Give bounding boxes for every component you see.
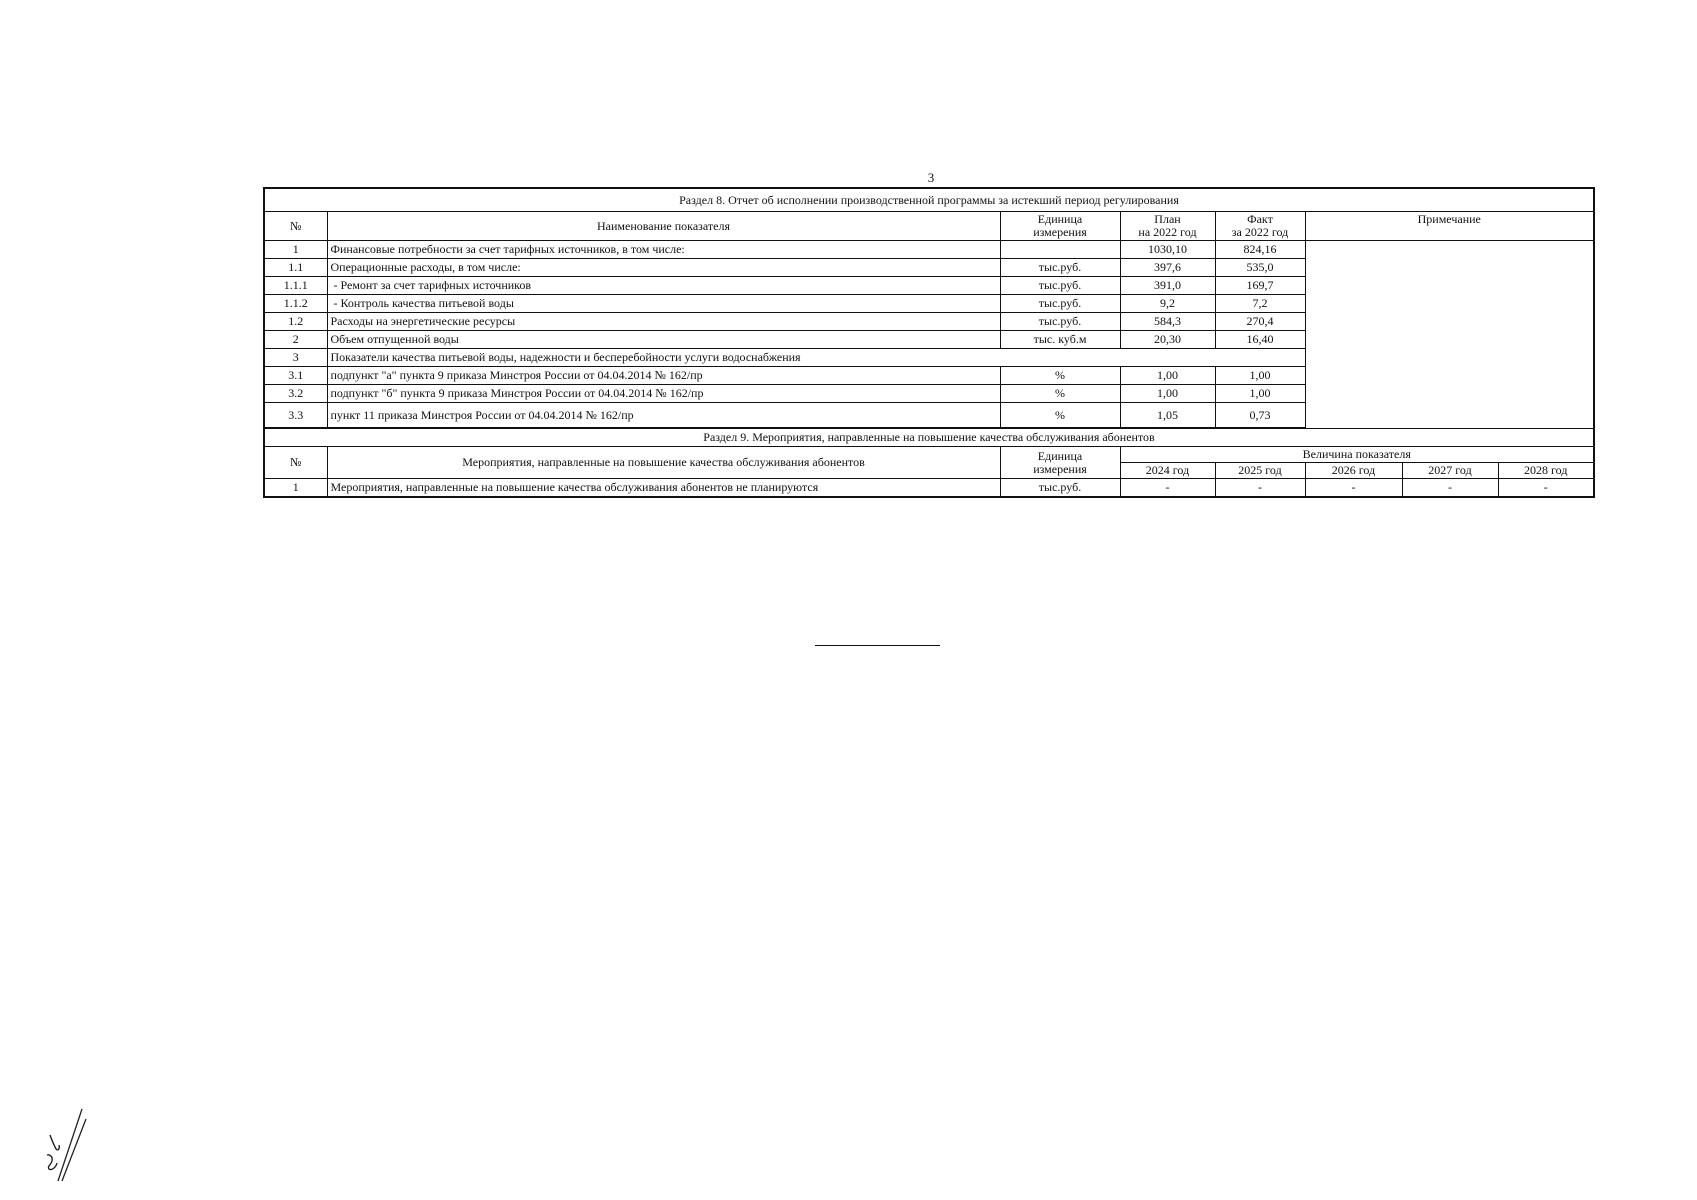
row-name: пункт 11 приказа Минстроя России от 04.04.2014 № 162/пр: [327, 403, 1000, 429]
row-fact: 169,7: [1215, 277, 1305, 295]
row-fact: 1,00: [1215, 385, 1305, 403]
row-num: 1.1.2: [264, 295, 327, 313]
header-year: 2028 год: [1498, 463, 1594, 479]
row-plan: 9,2: [1120, 295, 1215, 313]
header-plan: [1120, 212, 1215, 241]
row-num: 1: [264, 241, 327, 259]
row-unit: [1000, 241, 1120, 259]
row-unit: тыс. куб.м: [1000, 331, 1120, 349]
header-plan-line1: План: [1154, 212, 1181, 226]
row-unit: тыс.руб.: [1000, 295, 1120, 313]
table-row: [264, 479, 1594, 498]
header-unit-line1: Единица: [1037, 212, 1083, 226]
row-unit: тыс.руб.: [1000, 259, 1120, 277]
row-num: 1.2: [264, 313, 327, 331]
row-num: 2: [264, 331, 327, 349]
row-unit: %: [1000, 367, 1120, 385]
header-unit-line2: измерения: [1033, 461, 1087, 476]
header-unit: [1000, 212, 1120, 241]
row-unit: %: [1000, 385, 1120, 403]
header-name: Мероприятия, направленные на повышение качества обслуживания абонентов: [327, 447, 1000, 479]
row-fact: 0,73: [1215, 403, 1305, 429]
row-unit: тыс.руб.: [1000, 313, 1120, 331]
row-plan: 391,0: [1120, 277, 1215, 295]
handwritten-signature: [44, 1105, 96, 1183]
row-fact: 824,16: [1215, 241, 1305, 259]
row-unit: %: [1000, 403, 1120, 429]
header-year: 2025 год: [1215, 463, 1305, 479]
page-number: 3: [927, 170, 935, 185]
header-unit-line2: измерения: [1033, 225, 1087, 239]
section8-title-row: [264, 188, 1594, 212]
row-num: 1.1: [264, 259, 327, 277]
header-fact-line1: Факт: [1247, 212, 1273, 226]
row-plan: 1030,10: [1120, 241, 1215, 259]
row-value: -: [1215, 479, 1305, 498]
row-fact: 535,0: [1215, 259, 1305, 277]
header-fact-line2: за 2022 год: [1231, 225, 1289, 239]
row-name: Мероприятия, направленные на повышение качества обслуживания абонентов не планируются: [327, 479, 1000, 498]
row-fact: 16,40: [1215, 331, 1305, 349]
row-plan: 1,00: [1120, 367, 1215, 385]
row-num: 1: [264, 479, 327, 498]
header-year: 2027 год: [1402, 463, 1498, 479]
header-name: Наименование показателя: [327, 212, 1000, 241]
section9-title: Раздел 9. Мероприятия, направленные на повышение качества обслуживания абонентов: [264, 428, 1594, 447]
row-value: -: [1498, 479, 1594, 498]
row-num: 3: [264, 349, 327, 367]
header-year: 2026 год: [1305, 463, 1402, 479]
header-unit-line1: Единица: [1037, 448, 1083, 463]
header-num: №: [264, 447, 327, 479]
row-num: 3.1: [264, 367, 327, 385]
table-row: [264, 241, 1594, 259]
row-name: Финансовые потребности за счет тарифных источников, в том числе:: [327, 241, 1000, 259]
header-note: Примечание: [1305, 212, 1594, 241]
header-fact: [1215, 212, 1305, 241]
row-name: - Контроль качества питьевой воды: [327, 295, 1000, 313]
row-name: подпункт "б" пункта 9 приказа Минстроя России от 04.04.2014 № 162/пр: [327, 385, 1000, 403]
row-plan: 584,3: [1120, 313, 1215, 331]
row-fact: 1,00: [1215, 367, 1305, 385]
row-name: - Ремонт за счет тарифных источников: [327, 277, 1000, 295]
row-unit: тыс.руб.: [1000, 479, 1120, 498]
header-year: 2024 год: [1120, 463, 1215, 479]
row-plan: 1,05: [1120, 403, 1215, 429]
row-name: Расходы на энергетические ресурсы: [327, 313, 1000, 331]
row-name: Операционные расходы, в том числе:: [327, 259, 1000, 277]
row-num: 1.1.1: [264, 277, 327, 295]
row-value: -: [1120, 479, 1215, 498]
header-value-group: Величина показателя: [1120, 447, 1594, 463]
row-num: 3.2: [264, 385, 327, 403]
section8-title: Раздел 8. Отчет об исполнении производственной программы за истекший период регулирования: [264, 188, 1594, 212]
row-plan: 20,30: [1120, 331, 1215, 349]
row-plan: 1,00: [1120, 385, 1215, 403]
row-fact: 270,4: [1215, 313, 1305, 331]
report-table: [263, 187, 1595, 498]
row-value: -: [1305, 479, 1402, 498]
end-of-document-rule: [815, 645, 940, 646]
row-name: подпункт "а" пункта 9 приказа Минстроя России от 04.04.2014 № 162/пр: [327, 367, 1000, 385]
section8-header-row: [264, 212, 1594, 241]
row-plan: 397,6: [1120, 259, 1215, 277]
header-unit: [1000, 447, 1120, 479]
row-name: Объем отпущенной воды: [327, 331, 1000, 349]
section9-title-row: [264, 428, 1594, 447]
row-name: Показатели качества питьевой воды, надежности и бесперебойности услуги водоснабжения: [327, 349, 1305, 367]
section9-header-row1: [264, 447, 1594, 463]
row-fact: 7,2: [1215, 295, 1305, 313]
note-cell: [1305, 241, 1594, 429]
header-num: №: [264, 212, 327, 241]
row-value: -: [1402, 479, 1498, 498]
row-unit: тыс.руб.: [1000, 277, 1120, 295]
header-plan-line2: на 2022 год: [1138, 225, 1197, 239]
row-num: 3.3: [264, 403, 327, 429]
